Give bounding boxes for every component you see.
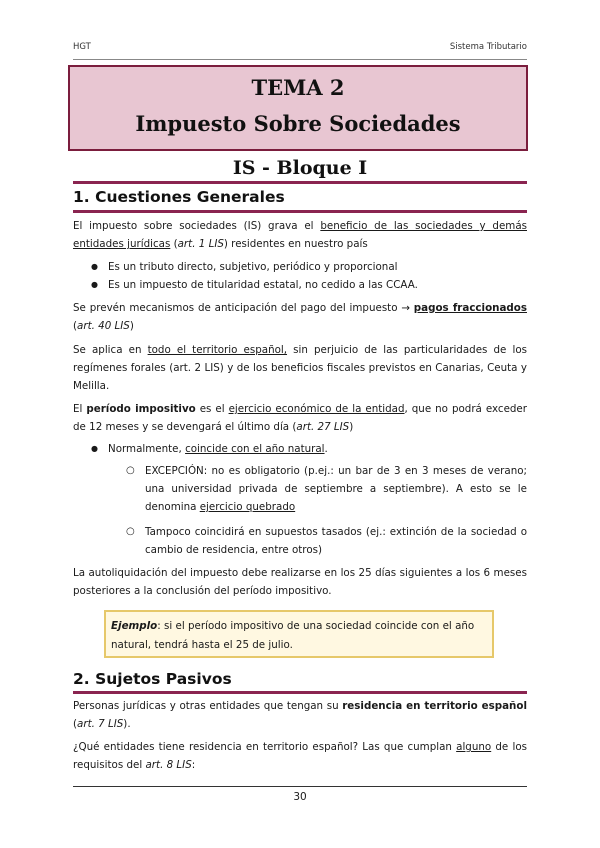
section-divider-2	[73, 691, 527, 694]
title-box	[68, 65, 528, 151]
page-number: 30	[293, 791, 307, 803]
circle-bullet-icon: ○	[126, 526, 135, 537]
bullet-icon: ●	[91, 444, 98, 453]
paragraph-6: Personas jurídicas y otras entidades que tengan su residencia en territorio español (art. 7 LIS).	[73, 700, 527, 730]
paragraph-1: El impuesto sobre sociedades (IS) grava el beneficio de las sociedades y demás entidades jurídicas (art. 1 LIS) residentes en nuestro país	[73, 220, 527, 250]
section-heading-1: 1. Cuestiones Generales	[73, 188, 285, 206]
example-label: Ejemplo	[111, 620, 158, 632]
list-item: ● Es un impuesto de titularidad estatal, no cedido a las CCAA.	[108, 276, 418, 294]
sub-list-item: ○ Tampoco coincidirá en supuestos tasados (ej.: extinción de la sociedad o cambio de residencia, entre otros)	[145, 523, 527, 559]
paragraph-4: El período impositivo es el ejercicio económico de la entidad, que no podrá exceder de 12 meses y se devengará el último día (art. 27 LIS)	[73, 403, 528, 433]
paragraph-5: La autoliquidación del impuesto debe realizarse en los 25 días siguientes a los 6 meses posteriores a la conclusión del período impositivo.	[73, 567, 527, 597]
example-box: Ejemplo: si el período impositivo de una sociedad coincide con el año natural, tendrá hasta el 25 de julio.	[104, 610, 494, 658]
circle-bullet-icon: ○	[126, 465, 135, 476]
section-heading-2: 2. Sujetos Pasivos	[73, 670, 232, 688]
sub-list-item: ○ EXCEPCIÓN: no es obligatorio (p.ej.: un bar de 3 en 3 meses de verano; una universidad privada de septiembre a septiembre). A esto se le denomina ejercicio quebrado	[145, 462, 527, 516]
list-item: ● Normalmente, coincide con el año natural.	[108, 440, 328, 458]
block-title: IS - Bloque I	[232, 157, 368, 179]
page-header	[73, 42, 527, 52]
footer-divider	[73, 786, 527, 787]
list-item: ● Es un tributo directo, subjetivo, periódico y proporcional	[108, 258, 397, 276]
paragraph-3: Se aplica en todo el territorio español, sin perjuicio de las particularidades de los regímenes forales (art. 2 LIS) y de los beneficios fiscales previstos en Canarias, Ceuta y Melilla.	[73, 344, 527, 392]
bullet-icon: ●	[91, 262, 98, 271]
paragraph-7: ¿Qué entidades tiene residencia en territorio español? Las que cumplan alguno de los requisitos del art. 8 LIS:	[73, 741, 527, 771]
paragraph-2: Se prevén mecanismos de anticipación del pago del impuesto → pagos fraccionados (art. 40 LIS)	[73, 302, 527, 332]
bullet-icon: ●	[91, 280, 98, 289]
header-left: HGT	[73, 42, 91, 52]
header-right: Sistema Tributario	[449, 42, 527, 52]
block-divider	[73, 181, 527, 184]
topic-subtitle: Impuesto Sobre Sociedades	[135, 111, 461, 136]
topic-title: TEMA 2	[251, 75, 345, 100]
header-divider	[73, 59, 527, 60]
section-divider-1	[73, 210, 527, 213]
